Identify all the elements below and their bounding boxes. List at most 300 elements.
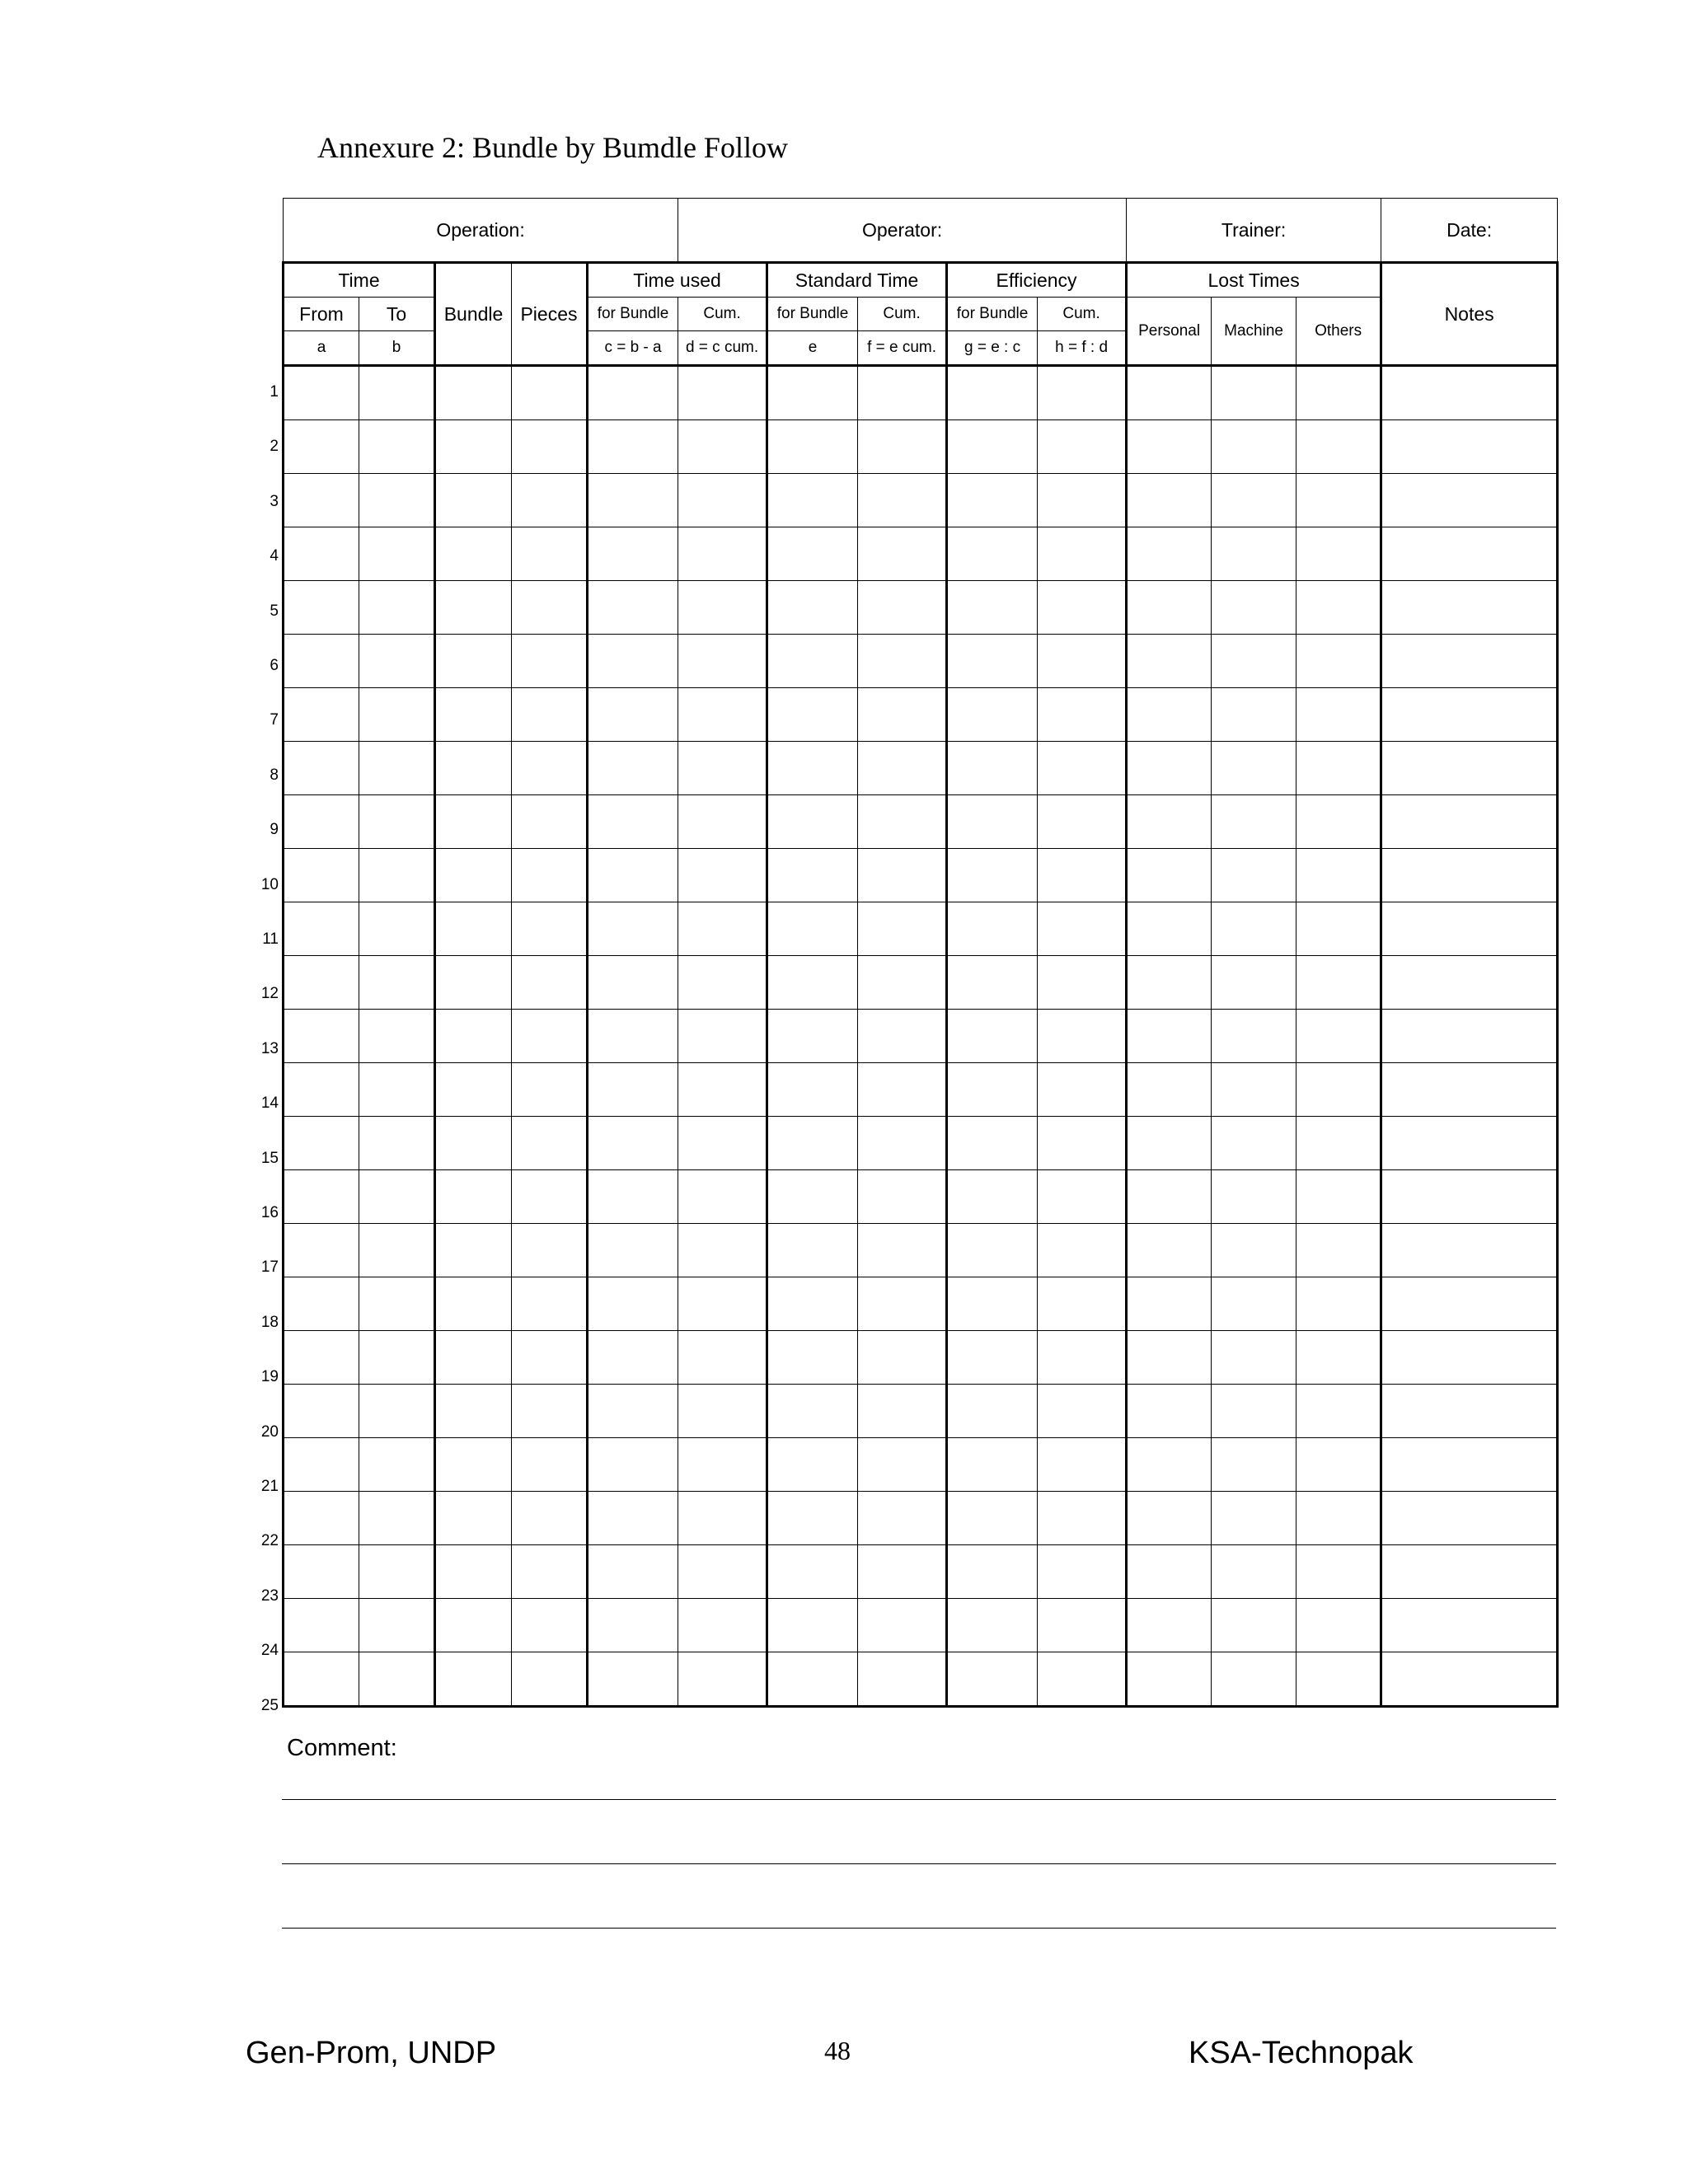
entry-cell[interactable] [1038,1224,1127,1277]
entry-cell[interactable] [284,1492,359,1545]
entry-cell[interactable] [767,1170,858,1224]
entry-cell[interactable] [435,849,512,902]
entry-cell[interactable] [359,1170,435,1224]
entry-cell[interactable] [588,420,678,474]
entry-cell[interactable] [1381,1063,1558,1117]
entry-cell[interactable] [947,527,1038,581]
entry-cell[interactable] [1296,1545,1381,1599]
entry-cell[interactable] [1212,1170,1296,1224]
entry-cell[interactable] [1127,688,1212,742]
entry-cell[interactable] [512,1010,588,1063]
entry-cell[interactable] [1038,1492,1127,1545]
entry-cell[interactable] [1381,1117,1558,1170]
entry-cell[interactable] [588,1492,678,1545]
entry-cell[interactable] [435,688,512,742]
entry-cell[interactable] [1296,1063,1381,1117]
entry-cell[interactable] [858,527,947,581]
entry-cell[interactable] [1381,1331,1558,1385]
entry-cell[interactable] [858,688,947,742]
entry-cell[interactable] [284,1599,359,1652]
comment-line[interactable] [282,1863,1556,1864]
entry-cell[interactable] [284,956,359,1010]
entry-cell[interactable] [588,1117,678,1170]
entry-cell[interactable] [1038,902,1127,956]
entry-cell[interactable] [1038,849,1127,902]
entry-cell[interactable] [284,581,359,635]
entry-cell[interactable] [767,1224,858,1277]
entry-cell[interactable] [767,742,858,795]
entry-cell[interactable] [1212,1599,1296,1652]
entry-cell[interactable] [1038,1652,1127,1707]
entry-cell[interactable] [678,1599,767,1652]
entry-cell[interactable] [1127,742,1212,795]
entry-cell[interactable] [678,420,767,474]
entry-cell[interactable] [1127,1063,1212,1117]
entry-cell[interactable] [588,1010,678,1063]
entry-cell[interactable] [1296,688,1381,742]
entry-cell[interactable] [767,688,858,742]
entry-cell[interactable] [947,1224,1038,1277]
entry-cell[interactable] [1127,1438,1212,1492]
entry-cell[interactable] [512,1545,588,1599]
entry-cell[interactable] [284,474,359,527]
entry-cell[interactable] [512,1492,588,1545]
entry-cell[interactable] [678,1652,767,1707]
entry-cell[interactable] [678,1331,767,1385]
entry-cell[interactable] [359,420,435,474]
entry-cell[interactable] [767,527,858,581]
entry-cell[interactable] [1381,1652,1558,1707]
entry-cell[interactable] [1038,1385,1127,1438]
entry-cell[interactable] [1127,527,1212,581]
entry-cell[interactable] [858,849,947,902]
entry-cell[interactable] [1381,635,1558,688]
entry-cell[interactable] [1127,366,1212,420]
entry-cell[interactable] [1296,1331,1381,1385]
entry-cell[interactable] [1038,795,1127,849]
entry-cell[interactable] [858,1010,947,1063]
entry-cell[interactable] [588,1385,678,1438]
entry-cell[interactable] [284,1010,359,1063]
entry-cell[interactable] [359,635,435,688]
entry-cell[interactable] [858,1063,947,1117]
entry-cell[interactable] [359,1010,435,1063]
entry-cell[interactable] [284,1545,359,1599]
entry-cell[interactable] [435,1331,512,1385]
entry-cell[interactable] [1381,1492,1558,1545]
entry-cell[interactable] [858,1652,947,1707]
entry-cell[interactable] [767,1385,858,1438]
entry-cell[interactable] [1296,1224,1381,1277]
entry-cell[interactable] [1127,1224,1212,1277]
entry-cell[interactable] [858,956,947,1010]
entry-cell[interactable] [1038,1170,1127,1224]
entry-cell[interactable] [1127,1010,1212,1063]
entry-cell[interactable] [359,1599,435,1652]
entry-cell[interactable] [767,1438,858,1492]
entry-cell[interactable] [284,635,359,688]
entry-cell[interactable] [1381,474,1558,527]
entry-cell[interactable] [359,527,435,581]
entry-cell[interactable] [359,1224,435,1277]
entry-cell[interactable] [678,1492,767,1545]
entry-cell[interactable] [435,420,512,474]
entry-cell[interactable] [767,635,858,688]
entry-cell[interactable] [284,1331,359,1385]
entry-cell[interactable] [359,1652,435,1707]
comment-line[interactable] [282,1928,1556,1929]
entry-cell[interactable] [435,1385,512,1438]
entry-cell[interactable] [1212,420,1296,474]
entry-cell[interactable] [678,1224,767,1277]
entry-cell[interactable] [1038,1010,1127,1063]
entry-cell[interactable] [1296,1438,1381,1492]
entry-cell[interactable] [435,366,512,420]
entry-cell[interactable] [588,1277,678,1331]
entry-cell[interactable] [1127,1599,1212,1652]
entry-cell[interactable] [767,420,858,474]
entry-cell[interactable] [1381,849,1558,902]
entry-cell[interactable] [284,688,359,742]
entry-cell[interactable] [588,742,678,795]
entry-cell[interactable] [1212,366,1296,420]
entry-cell[interactable] [1038,420,1127,474]
entry-cell[interactable] [359,1438,435,1492]
entry-cell[interactable] [435,1492,512,1545]
entry-cell[interactable] [1381,1010,1558,1063]
entry-cell[interactable] [1212,742,1296,795]
entry-cell[interactable] [767,1331,858,1385]
entry-cell[interactable] [947,1492,1038,1545]
entry-cell[interactable] [767,1652,858,1707]
entry-cell[interactable] [435,795,512,849]
entry-cell[interactable] [284,1385,359,1438]
entry-cell[interactable] [1381,1545,1558,1599]
entry-cell[interactable] [947,1117,1038,1170]
entry-cell[interactable] [512,635,588,688]
entry-cell[interactable] [678,849,767,902]
entry-cell[interactable] [947,1277,1038,1331]
entry-cell[interactable] [1212,1385,1296,1438]
entry-cell[interactable] [1381,527,1558,581]
entry-cell[interactable] [435,956,512,1010]
entry-cell[interactable] [512,795,588,849]
entry-cell[interactable] [767,474,858,527]
entry-cell[interactable] [858,1170,947,1224]
entry-cell[interactable] [678,1277,767,1331]
entry-cell[interactable] [858,1599,947,1652]
entry-cell[interactable] [512,1063,588,1117]
entry-cell[interactable] [767,956,858,1010]
date-field[interactable] [1381,199,1558,263]
entry-cell[interactable] [1381,1170,1558,1224]
entry-cell[interactable] [947,688,1038,742]
entry-cell[interactable] [678,581,767,635]
entry-cell[interactable] [1212,581,1296,635]
entry-cell[interactable] [767,366,858,420]
entry-cell[interactable] [947,1385,1038,1438]
entry-cell[interactable] [1127,1170,1212,1224]
entry-cell[interactable] [1212,1652,1296,1707]
entry-cell[interactable] [359,1492,435,1545]
entry-cell[interactable] [947,1010,1038,1063]
entry-cell[interactable] [1127,1277,1212,1331]
entry-cell[interactable] [284,420,359,474]
entry-cell[interactable] [588,849,678,902]
entry-cell[interactable] [588,635,678,688]
entry-cell[interactable] [1038,366,1127,420]
entry-cell[interactable] [678,902,767,956]
entry-cell[interactable] [435,1438,512,1492]
entry-cell[interactable] [1381,1385,1558,1438]
entry-cell[interactable] [1381,1438,1558,1492]
entry-cell[interactable] [284,1063,359,1117]
entry-cell[interactable] [1127,849,1212,902]
entry-cell[interactable] [512,1599,588,1652]
entry-cell[interactable] [858,474,947,527]
entry-cell[interactable] [858,635,947,688]
entry-cell[interactable] [858,1117,947,1170]
entry-cell[interactable] [588,1545,678,1599]
entry-cell[interactable] [512,1117,588,1170]
entry-cell[interactable] [1381,1224,1558,1277]
entry-cell[interactable] [1212,527,1296,581]
entry-cell[interactable] [359,902,435,956]
entry-cell[interactable] [678,1010,767,1063]
entry-cell[interactable] [1381,581,1558,635]
entry-cell[interactable] [435,1117,512,1170]
entry-cell[interactable] [1127,902,1212,956]
entry-cell[interactable] [678,1170,767,1224]
entry-cell[interactable] [588,1063,678,1117]
entry-cell[interactable] [1296,956,1381,1010]
entry-cell[interactable] [435,1652,512,1707]
entry-cell[interactable] [512,742,588,795]
entry-cell[interactable] [678,1117,767,1170]
entry-cell[interactable] [947,1652,1038,1707]
entry-cell[interactable] [359,688,435,742]
entry-cell[interactable] [1381,795,1558,849]
entry-cell[interactable] [359,581,435,635]
entry-cell[interactable] [1127,474,1212,527]
entry-cell[interactable] [858,420,947,474]
entry-cell[interactable] [1212,635,1296,688]
entry-cell[interactable] [1381,1277,1558,1331]
entry-cell[interactable] [678,474,767,527]
entry-cell[interactable] [588,1170,678,1224]
entry-cell[interactable] [858,581,947,635]
entry-cell[interactable] [588,1331,678,1385]
entry-cell[interactable] [767,902,858,956]
entry-cell[interactable] [1296,581,1381,635]
entry-cell[interactable] [1212,1492,1296,1545]
entry-cell[interactable] [1296,1277,1381,1331]
entry-cell[interactable] [947,366,1038,420]
entry-cell[interactable] [1127,795,1212,849]
entry-cell[interactable] [1296,366,1381,420]
entry-cell[interactable] [1296,742,1381,795]
entry-cell[interactable] [1127,635,1212,688]
entry-cell[interactable] [284,849,359,902]
entry-cell[interactable] [767,1117,858,1170]
entry-cell[interactable] [1038,956,1127,1010]
entry-cell[interactable] [512,956,588,1010]
entry-cell[interactable] [435,581,512,635]
entry-cell[interactable] [678,1545,767,1599]
entry-cell[interactable] [1296,902,1381,956]
entry-cell[interactable] [1296,420,1381,474]
operator-field[interactable] [678,199,1127,263]
entry-cell[interactable] [1127,1545,1212,1599]
entry-cell[interactable] [1127,1117,1212,1170]
entry-cell[interactable] [435,742,512,795]
entry-cell[interactable] [1212,795,1296,849]
entry-cell[interactable] [284,1117,359,1170]
entry-cell[interactable] [767,1063,858,1117]
entry-cell[interactable] [512,581,588,635]
entry-cell[interactable] [512,1385,588,1438]
entry-cell[interactable] [947,474,1038,527]
entry-cell[interactable] [858,1224,947,1277]
entry-cell[interactable] [284,902,359,956]
entry-cell[interactable] [1296,1010,1381,1063]
entry-cell[interactable] [767,849,858,902]
entry-cell[interactable] [435,527,512,581]
entry-cell[interactable] [512,849,588,902]
entry-cell[interactable] [1212,902,1296,956]
entry-cell[interactable] [435,902,512,956]
entry-cell[interactable] [435,1599,512,1652]
entry-cell[interactable] [588,688,678,742]
entry-cell[interactable] [1212,1010,1296,1063]
entry-cell[interactable] [947,1599,1038,1652]
entry-cell[interactable] [1296,474,1381,527]
entry-cell[interactable] [1038,1117,1127,1170]
entry-cell[interactable] [359,1117,435,1170]
entry-cell[interactable] [678,742,767,795]
entry-cell[interactable] [284,1652,359,1707]
entry-cell[interactable] [858,1545,947,1599]
entry-cell[interactable] [1296,1599,1381,1652]
entry-cell[interactable] [1127,1385,1212,1438]
entry-cell[interactable] [1212,1331,1296,1385]
entry-cell[interactable] [767,795,858,849]
entry-cell[interactable] [1127,420,1212,474]
entry-cell[interactable] [767,581,858,635]
entry-cell[interactable] [1381,742,1558,795]
entry-cell[interactable] [947,956,1038,1010]
entry-cell[interactable] [1038,1599,1127,1652]
entry-cell[interactable] [1296,1385,1381,1438]
entry-cell[interactable] [588,474,678,527]
entry-cell[interactable] [1212,1545,1296,1599]
entry-cell[interactable] [947,581,1038,635]
entry-cell[interactable] [678,1385,767,1438]
entry-cell[interactable] [1038,742,1127,795]
operation-field[interactable] [284,199,678,263]
entry-cell[interactable] [359,849,435,902]
entry-cell[interactable] [1381,1599,1558,1652]
entry-cell[interactable] [1127,1652,1212,1707]
entry-cell[interactable] [1381,956,1558,1010]
entry-cell[interactable] [947,742,1038,795]
entry-cell[interactable] [767,1545,858,1599]
entry-cell[interactable] [1212,1063,1296,1117]
entry-cell[interactable] [359,1063,435,1117]
entry-cell[interactable] [588,1652,678,1707]
entry-cell[interactable] [435,1063,512,1117]
entry-cell[interactable] [1038,1331,1127,1385]
entry-cell[interactable] [588,1438,678,1492]
comment-line[interactable] [282,1799,1556,1800]
entry-cell[interactable] [588,795,678,849]
entry-cell[interactable] [284,527,359,581]
entry-cell[interactable] [359,1277,435,1331]
entry-cell[interactable] [588,956,678,1010]
entry-cell[interactable] [1038,635,1127,688]
entry-cell[interactable] [588,527,678,581]
entry-cell[interactable] [435,1277,512,1331]
entry-cell[interactable] [1212,849,1296,902]
entry-cell[interactable] [1038,1438,1127,1492]
entry-cell[interactable] [1038,1063,1127,1117]
entry-cell[interactable] [1296,635,1381,688]
entry-cell[interactable] [435,1170,512,1224]
entry-cell[interactable] [512,688,588,742]
entry-cell[interactable] [284,1224,359,1277]
entry-cell[interactable] [947,902,1038,956]
entry-cell[interactable] [1127,1492,1212,1545]
entry-cell[interactable] [1212,1438,1296,1492]
entry-cell[interactable] [947,635,1038,688]
entry-cell[interactable] [947,1063,1038,1117]
entry-cell[interactable] [588,1599,678,1652]
entry-cell[interactable] [1381,688,1558,742]
entry-cell[interactable] [284,1277,359,1331]
entry-cell[interactable] [678,366,767,420]
entry-cell[interactable] [1381,420,1558,474]
entry-cell[interactable] [512,527,588,581]
entry-cell[interactable] [858,1277,947,1331]
entry-cell[interactable] [1212,1117,1296,1170]
entry-cell[interactable] [588,902,678,956]
entry-cell[interactable] [512,1652,588,1707]
entry-cell[interactable] [359,795,435,849]
entry-cell[interactable] [435,1010,512,1063]
entry-cell[interactable] [678,795,767,849]
entry-cell[interactable] [1127,1331,1212,1385]
entry-cell[interactable] [1038,474,1127,527]
entry-cell[interactable] [767,1599,858,1652]
entry-cell[interactable] [512,366,588,420]
entry-cell[interactable] [359,366,435,420]
entry-cell[interactable] [1127,581,1212,635]
entry-cell[interactable] [284,1170,359,1224]
entry-cell[interactable] [512,1438,588,1492]
entry-cell[interactable] [512,902,588,956]
entry-cell[interactable] [947,795,1038,849]
entry-cell[interactable] [1212,1224,1296,1277]
entry-cell[interactable] [1296,795,1381,849]
entry-cell[interactable] [678,1438,767,1492]
entry-cell[interactable] [1296,1170,1381,1224]
entry-cell[interactable] [858,1492,947,1545]
entry-cell[interactable] [435,1224,512,1277]
entry-cell[interactable] [947,1331,1038,1385]
entry-cell[interactable] [1038,1545,1127,1599]
entry-cell[interactable] [858,1438,947,1492]
entry-cell[interactable] [359,1331,435,1385]
